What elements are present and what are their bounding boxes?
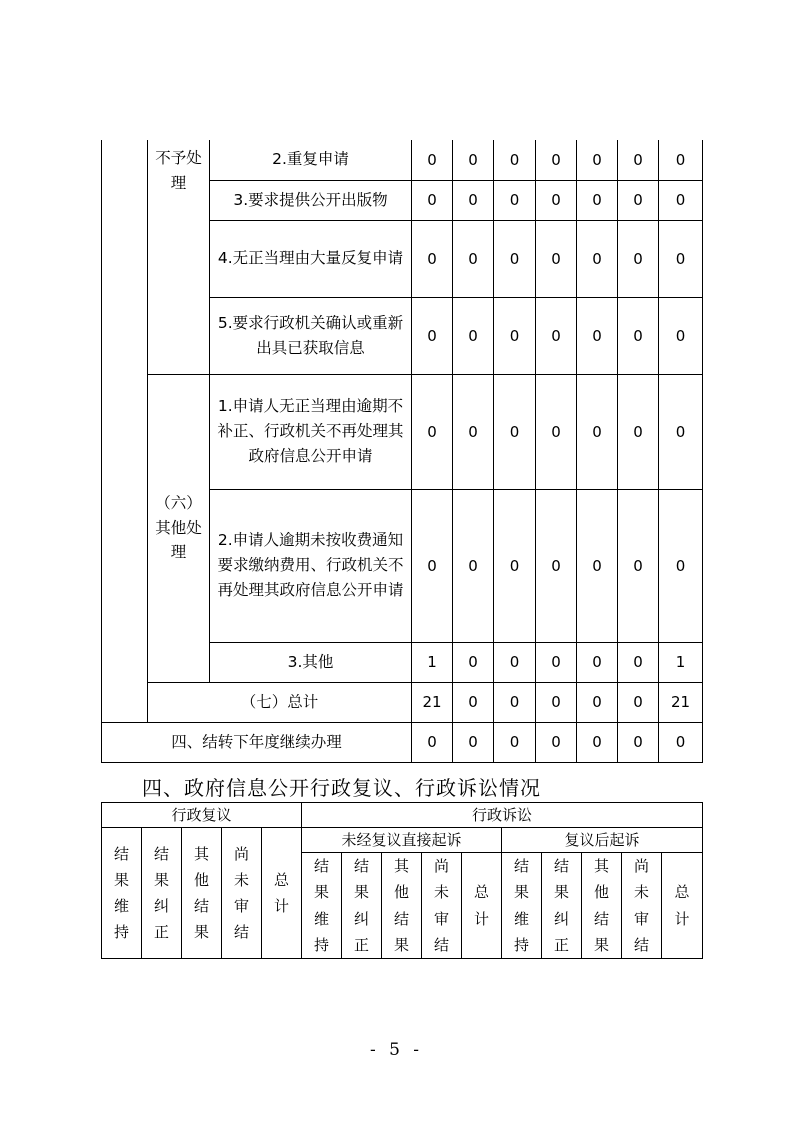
value-cell: 0 bbox=[618, 180, 659, 220]
value-cell: 0 bbox=[536, 220, 577, 297]
value-cell: 0 bbox=[577, 180, 618, 220]
value-cell: 0 bbox=[412, 220, 453, 297]
value-cell: 0 bbox=[618, 682, 659, 722]
value-cell: 0 bbox=[412, 489, 453, 642]
value-cell: 0 bbox=[577, 140, 618, 180]
value-cell: 0 bbox=[453, 642, 494, 682]
value-cell: 0 bbox=[577, 682, 618, 722]
row-label: 3.要求提供公开出版物 bbox=[210, 180, 412, 220]
value-cell: 0 bbox=[494, 374, 536, 489]
after-review-result-header: 其 他 结 果 bbox=[582, 853, 622, 959]
value-cell: 0 bbox=[577, 722, 618, 762]
value-cell: 0 bbox=[536, 642, 577, 682]
row-label: 2.申请人逾期未按收费通知要求缴纳费用、行政机关不再处理其政府信息公开申请 bbox=[210, 489, 412, 642]
value-cell: 21 bbox=[412, 682, 453, 722]
row-label: 4.无正当理由大量反复申请 bbox=[210, 220, 412, 297]
value-cell: 0 bbox=[412, 140, 453, 180]
value-cell: 0 bbox=[453, 180, 494, 220]
admin-litigation-header: 行政诉讼 bbox=[302, 803, 703, 828]
value-cell: 0 bbox=[618, 489, 659, 642]
value-cell: 0 bbox=[453, 722, 494, 762]
value-cell: 0 bbox=[494, 489, 536, 642]
value-cell: 0 bbox=[453, 220, 494, 297]
review-litigation-table bbox=[101, 802, 703, 959]
carryover-row bbox=[102, 722, 703, 762]
row-label: 5.要求行政机关确认或重新出具已获取信息 bbox=[210, 297, 412, 374]
value-cell: 0 bbox=[536, 140, 577, 180]
table-row bbox=[102, 374, 703, 489]
value-cell: 0 bbox=[536, 297, 577, 374]
value-cell: 0 bbox=[536, 180, 577, 220]
value-cell: 1 bbox=[659, 642, 703, 682]
value-cell: 0 bbox=[659, 489, 703, 642]
value-cell: 0 bbox=[659, 722, 703, 762]
value-cell: 0 bbox=[412, 297, 453, 374]
value-cell: 0 bbox=[536, 489, 577, 642]
disclosure-statistics-table bbox=[101, 140, 703, 763]
value-cell: 0 bbox=[536, 682, 577, 722]
value-cell: 0 bbox=[494, 220, 536, 297]
value-cell: 0 bbox=[494, 682, 536, 722]
value-cell: 0 bbox=[618, 220, 659, 297]
review-result-header: 结 果 维 持 bbox=[102, 828, 142, 959]
value-cell: 0 bbox=[618, 140, 659, 180]
value-cell: 0 bbox=[577, 220, 618, 297]
value-cell: 0 bbox=[577, 297, 618, 374]
value-cell: 0 bbox=[494, 642, 536, 682]
review-result-header: 其 他 结 果 bbox=[182, 828, 222, 959]
review-result-header: 尚 未 审 结 bbox=[222, 828, 262, 959]
row-label: 1.申请人无正当理由逾期不补正、行政机关不再处理其政府信息公开申请 bbox=[210, 374, 412, 489]
row-label: 四、结转下年度继续办理 bbox=[102, 722, 412, 762]
value-cell: 0 bbox=[453, 682, 494, 722]
value-cell: 0 bbox=[453, 489, 494, 642]
category-label: （六）其他处理 bbox=[148, 374, 210, 682]
value-cell: 0 bbox=[659, 297, 703, 374]
direct-suit-result-header: 结 果 维 持 bbox=[302, 853, 342, 959]
value-cell: 0 bbox=[453, 297, 494, 374]
value-cell: 0 bbox=[536, 374, 577, 489]
value-cell: 21 bbox=[659, 682, 703, 722]
value-cell: 0 bbox=[412, 374, 453, 489]
value-cell: 0 bbox=[577, 374, 618, 489]
value-cell: 0 bbox=[494, 722, 536, 762]
after-review-result-header: 总 计 bbox=[662, 853, 703, 959]
after-review-result-header: 结 果 维 持 bbox=[502, 853, 542, 959]
value-cell: 0 bbox=[577, 642, 618, 682]
review-result-header: 总 计 bbox=[262, 828, 302, 959]
value-cell: 1 bbox=[412, 642, 453, 682]
value-cell: 0 bbox=[412, 180, 453, 220]
value-cell: 0 bbox=[494, 180, 536, 220]
value-cell: 0 bbox=[618, 374, 659, 489]
category-label: 不予处理 bbox=[148, 140, 210, 374]
value-cell: 0 bbox=[494, 140, 536, 180]
value-cell: 0 bbox=[659, 140, 703, 180]
value-cell: 0 bbox=[618, 642, 659, 682]
value-cell: 0 bbox=[453, 140, 494, 180]
direct-suit-result-header: 结 果 纠 正 bbox=[342, 853, 382, 959]
value-cell: 0 bbox=[618, 722, 659, 762]
value-cell: 0 bbox=[618, 297, 659, 374]
value-cell: 0 bbox=[536, 722, 577, 762]
admin-review-header: 行政复议 bbox=[102, 803, 302, 828]
after-review-result-header: 结 果 纠 正 bbox=[542, 853, 582, 959]
value-cell: 0 bbox=[659, 374, 703, 489]
value-cell: 0 bbox=[453, 374, 494, 489]
row-label: 2.重复申请 bbox=[210, 140, 412, 180]
direct-suit-header: 未经复议直接起诉 bbox=[302, 828, 502, 853]
value-cell: 0 bbox=[659, 220, 703, 297]
value-cell: 0 bbox=[412, 722, 453, 762]
total-row bbox=[102, 682, 703, 722]
outer-category-cell bbox=[102, 140, 148, 722]
page-number: - 5 - bbox=[369, 1040, 424, 1060]
direct-suit-result-header: 总 计 bbox=[462, 853, 502, 959]
direct-suit-result-header: 其 他 结 果 bbox=[382, 853, 422, 959]
after-review-result-header: 尚 未 审 结 bbox=[622, 853, 662, 959]
value-cell: 0 bbox=[494, 297, 536, 374]
direct-suit-result-header: 尚 未 审 结 bbox=[422, 853, 462, 959]
section-heading: 四、政府信息公开行政复议、行政诉讼情况 bbox=[142, 776, 541, 800]
row-label: 3.其他 bbox=[210, 642, 412, 682]
review-result-header: 结 果 纠 正 bbox=[142, 828, 182, 959]
after-review-header: 复议后起诉 bbox=[502, 828, 703, 853]
value-cell: 0 bbox=[577, 489, 618, 642]
row-label: （七）总计 bbox=[148, 682, 412, 722]
value-cell: 0 bbox=[659, 180, 703, 220]
table-row bbox=[102, 140, 703, 180]
